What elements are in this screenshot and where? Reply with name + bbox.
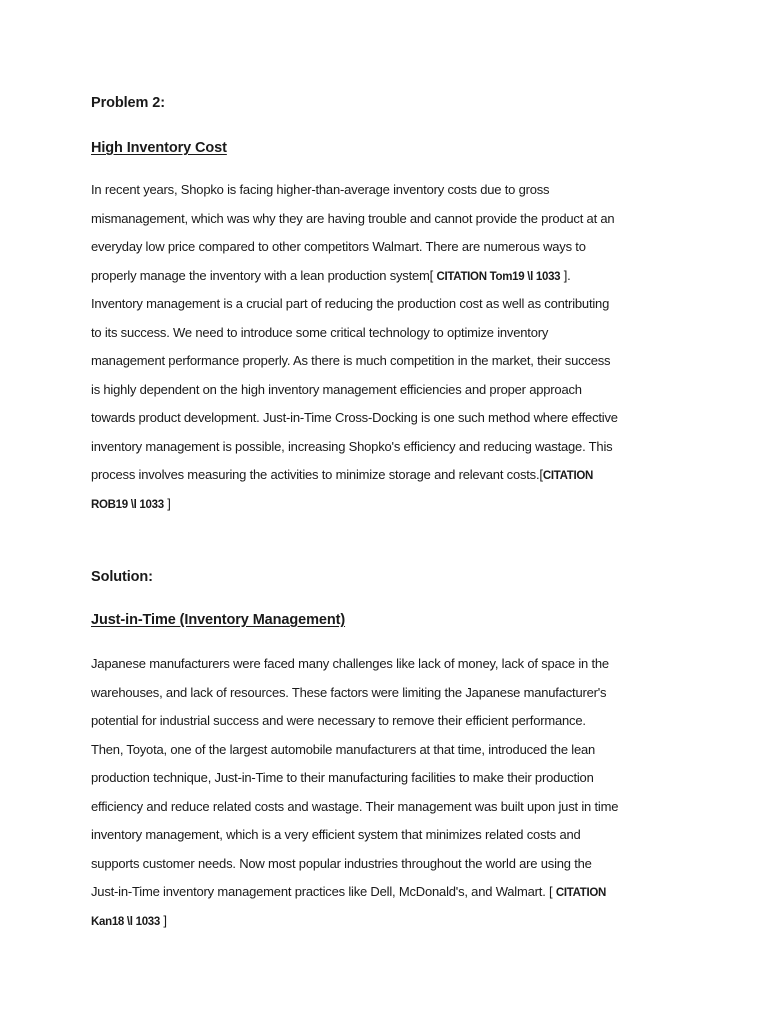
- paragraph-line: Just-in-Time inventory management practices like Dell, McDonald's, and Walmart. [ CITATION: [91, 884, 607, 899]
- paragraph-line: ROB19 \l 1033 ]: [91, 495, 171, 511]
- paragraph-line: In recent years, Shopko is facing higher-than-average inventory costs due to gross: [91, 182, 550, 197]
- paragraph-line: inventory management is possible, increasing Shopko's efficiency and reducing wastage. This: [91, 438, 613, 454]
- paragraph-line: mismanagement, which was why they are having trouble and cannot provide the product at an: [91, 210, 615, 226]
- paragraph-line: Japanese manufacturers were faced many challenges like lack of money, lack of space in the: [91, 656, 609, 671]
- solution-label: Solution:: [91, 569, 153, 585]
- paragraph-line: Kan18 \l 1033 ]: [91, 912, 167, 928]
- paragraph-line: management performance properly. As there is much competition in the market, their success: [91, 353, 611, 368]
- paragraph-line: production technique, Just-in-Time to their manufacturing facilities to make their production: [91, 770, 594, 785]
- paragraph-line: potential for industrial success and were necessary to remove their efficient performance.: [91, 713, 586, 728]
- citation-field: CITATION: [542, 470, 594, 482]
- paragraph-line: Inventory management is a crucial part of reducing the production cost as well as contributing: [91, 296, 610, 311]
- citation-field: ROB19 \l 1033: [91, 498, 164, 511]
- paragraph-line: Then, Toyota, one of the largest automobile manufacturers at that time, introduced the lean: [91, 741, 596, 757]
- paragraph-line: inventory management, which is a very efficient system that minimizes related costs and: [91, 827, 581, 842]
- paragraph-line: efficiency and reduce related costs and wastage. Their management was built upon just in time: [91, 798, 619, 814]
- citation-field: Kan18 \l 1033: [91, 915, 160, 928]
- paragraph-line: everyday low price compared to other competitors Walmart. There are numerous ways to: [91, 239, 586, 254]
- citation-field: CITATION Tom19 \l 1033: [436, 270, 561, 283]
- paragraph-line: warehouses, and lack of resources. These factors were limiting the Japanese manufacturer's: [91, 684, 607, 700]
- paragraph-line: process involves measuring the activities to minimize storage and relevant costs.[CITATION: [91, 467, 594, 482]
- solution-paragraph: [91, 655, 681, 940]
- paragraph-line: properly manage the inventory with a lean production system[ CITATION Tom19 \l 1033 ].: [91, 267, 571, 283]
- problem-paragraph: [91, 181, 681, 523]
- citation-field: CITATION: [555, 887, 607, 899]
- paragraph-line: is highly dependent on the high inventory management efficiencies and proper approach: [91, 381, 582, 397]
- problem-title: High Inventory Cost: [91, 140, 227, 156]
- problem-label: Problem 2:: [91, 95, 165, 111]
- solution-title: Just-in-Time (Inventory Management): [91, 612, 346, 628]
- paragraph-line: to its success. We need to introduce some critical technology to optimize inventory: [91, 324, 549, 340]
- paragraph-line: supports customer needs. Now most popular industries throughout the world are using the: [91, 855, 592, 871]
- paragraph-line: towards product development. Just-in-Time Cross-Docking is one such method where effective: [91, 410, 618, 425]
